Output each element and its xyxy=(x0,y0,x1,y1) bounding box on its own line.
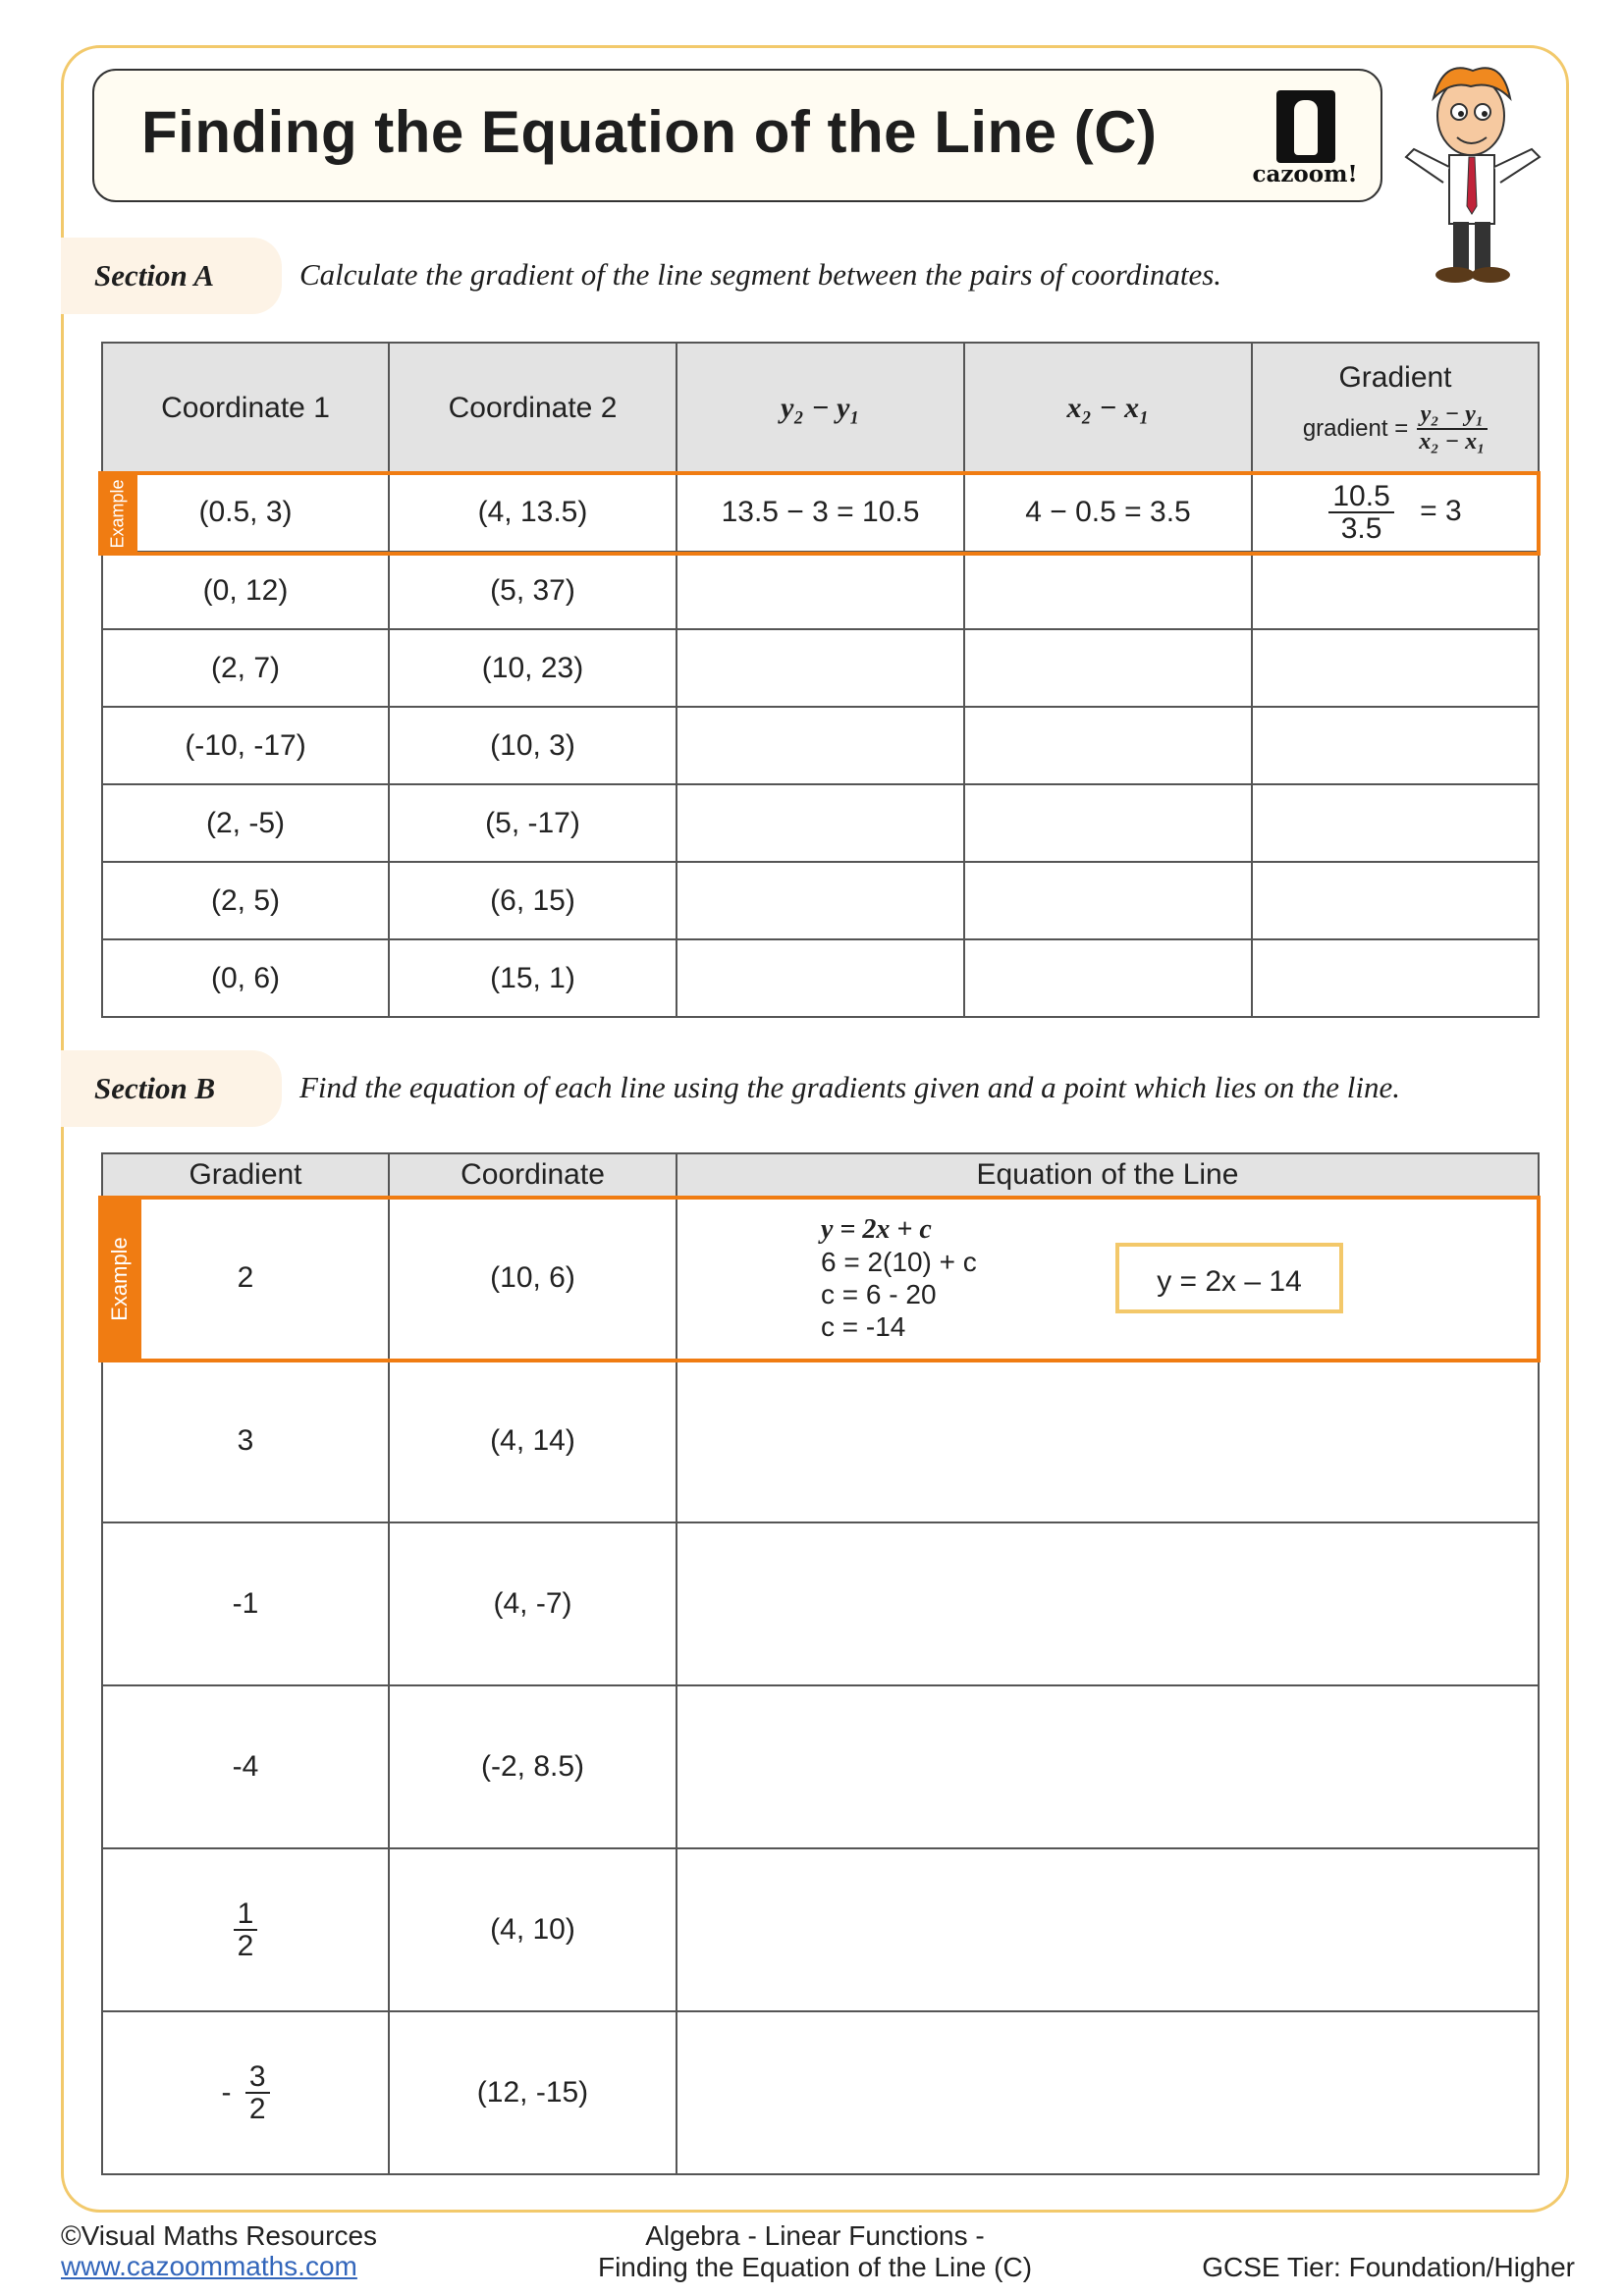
gradient-heading: Gradient xyxy=(1338,361,1452,395)
answer-cell-dy[interactable] xyxy=(677,552,964,629)
answer-cell-dy[interactable] xyxy=(677,939,964,1017)
row-coord2: (6, 15) xyxy=(389,862,677,939)
example-label-a: Example xyxy=(107,478,128,549)
example-row xyxy=(102,1197,1539,1360)
example-dy: 13.5 − 3 = 10.5 xyxy=(677,473,964,552)
example-dx: 4 − 0.5 = 3.5 xyxy=(964,473,1252,552)
work-line: 6 = 2(10) + c xyxy=(821,1247,977,1277)
table-row xyxy=(102,1685,1539,1848)
example-row xyxy=(102,473,1539,552)
website-link[interactable]: www.cazoommaths.com xyxy=(61,2251,357,2281)
example-coord1: (0.5, 3) xyxy=(102,473,389,552)
example-grad-result: = 3 xyxy=(1420,494,1462,527)
row-coord1: (2, 5) xyxy=(102,862,389,939)
example-grad-den: 3.5 xyxy=(1340,512,1382,545)
formula-numerator: y₂ − y₁ xyxy=(1417,402,1489,429)
example-strip-a xyxy=(98,471,137,556)
fraction-numerator: 1 xyxy=(234,1898,258,1932)
cartoon-teacher-icon xyxy=(1394,59,1551,294)
row-coord1: (2, -5) xyxy=(102,784,389,862)
row-gradient xyxy=(102,1848,389,2011)
answer-cell-dy[interactable] xyxy=(677,862,964,939)
fraction-numerator: 3 xyxy=(245,2061,270,2095)
footer-left xyxy=(61,2220,377,2281)
header-gradient: Gradient xyxy=(102,1153,389,1197)
cazoom-logo-icon xyxy=(1276,90,1335,163)
row-coordinate: (4, 14) xyxy=(389,1360,677,1522)
answer-cell-dx[interactable] xyxy=(964,552,1252,629)
answer-cell-gradient[interactable] xyxy=(1252,939,1539,1017)
logo-text: cazoom! xyxy=(1252,161,1358,187)
copyright-text: ©Visual Maths Resources xyxy=(61,2220,378,2251)
table-row xyxy=(102,1522,1539,1685)
answer-cell-dx[interactable] xyxy=(964,629,1252,707)
work-line: c = -14 xyxy=(821,1311,906,1342)
row-coord2: (10, 3) xyxy=(389,707,677,784)
fraction-denominator: 2 xyxy=(248,2093,266,2125)
header-coordinate-1: Coordinate 1 xyxy=(102,343,389,473)
answer-cell-equation[interactable] xyxy=(677,1848,1539,2011)
example-strip-b xyxy=(98,1196,141,1362)
row-coord1: (-10, -17) xyxy=(102,707,389,784)
gradient-fraction xyxy=(234,1898,258,1962)
answer-cell-gradient[interactable] xyxy=(1252,862,1539,939)
table-row xyxy=(102,629,1539,707)
topic-line-2: Finding the Equation of the Line (C) xyxy=(597,2252,1033,2282)
answer-cell-gradient[interactable] xyxy=(1252,707,1539,784)
table-row xyxy=(102,784,1539,862)
example-gradient: 2 xyxy=(102,1197,389,1360)
formula-label: gradient = xyxy=(1302,415,1409,443)
example-coord2: (4, 13.5) xyxy=(389,473,677,552)
answer-cell-equation[interactable] xyxy=(677,1360,1539,1522)
row-coord2: (5, 37) xyxy=(389,552,677,629)
header-dx: x₂ − x₁ xyxy=(964,343,1252,473)
example-gradient xyxy=(1252,473,1539,552)
title-banner xyxy=(92,69,1382,202)
row-gradient: -1 xyxy=(102,1522,389,1685)
table-row xyxy=(102,939,1539,1017)
answer-cell-equation[interactable] xyxy=(677,1685,1539,1848)
fraction-denominator: 2 xyxy=(237,1930,254,1962)
section-b-tab: Section B xyxy=(61,1050,282,1127)
answer-cell-dy[interactable] xyxy=(677,629,964,707)
example-working xyxy=(815,1213,1115,1343)
answer-cell-equation[interactable] xyxy=(677,2011,1539,2174)
row-gradient: 3 xyxy=(102,1360,389,1522)
section-a-table xyxy=(101,342,1540,1018)
row-coord1: (2, 7) xyxy=(102,629,389,707)
section-a-tab: Section A xyxy=(61,238,282,314)
example-answer: y = 2x – 14 xyxy=(1115,1243,1343,1313)
table-row xyxy=(102,1848,1539,2011)
row-coordinate: (4, 10) xyxy=(389,1848,677,2011)
gradient-fraction xyxy=(245,2061,270,2125)
gradient-formula xyxy=(1417,402,1489,454)
answer-cell-gradient[interactable] xyxy=(1252,552,1539,629)
table-row xyxy=(102,1360,1539,1522)
table-row xyxy=(102,862,1539,939)
table-row xyxy=(102,552,1539,629)
header-coordinate: Coordinate xyxy=(389,1153,677,1197)
header-dy: y₂ − y₁ xyxy=(677,343,964,473)
row-gradient: -4 xyxy=(102,1685,389,1848)
table-header-row xyxy=(102,1153,1539,1197)
work-line: y = 2x + c xyxy=(821,1214,932,1245)
row-coord1: (0, 12) xyxy=(102,552,389,629)
answer-cell-gradient[interactable] xyxy=(1252,629,1539,707)
row-gradient xyxy=(102,2011,389,2174)
header-coordinate-2: Coordinate 2 xyxy=(389,343,677,473)
row-coordinate: (-2, 8.5) xyxy=(389,1685,677,1848)
row-coordinate: (12, -15) xyxy=(389,2011,677,2174)
answer-cell-dx[interactable] xyxy=(964,707,1252,784)
row-coord1: (0, 6) xyxy=(102,939,389,1017)
section-b-instruction: Find the equation of each line using the gradients given and a point which lies on the line. xyxy=(299,1070,1400,1104)
fraction-sign: - xyxy=(221,2076,232,2109)
answer-cell-dx[interactable] xyxy=(964,939,1252,1017)
footer-tier: GCSE Tier: Foundation/Higher xyxy=(1202,2252,1575,2282)
formula-denominator: x₂ − x₁ xyxy=(1419,428,1486,454)
answer-cell-gradient[interactable] xyxy=(1252,784,1539,862)
example-label-b: Example xyxy=(107,1237,132,1321)
answer-cell-dx[interactable] xyxy=(964,784,1252,862)
table-header-row xyxy=(102,343,1539,473)
example-equation-cell xyxy=(677,1197,1539,1360)
table-row xyxy=(102,707,1539,784)
header-gradient xyxy=(1252,343,1539,473)
answer-cell-equation[interactable] xyxy=(677,1522,1539,1685)
row-coordinate: (4, -7) xyxy=(389,1522,677,1685)
example-gradient-fraction xyxy=(1328,481,1393,545)
section-a-instruction: Calculate the gradient of the line segment between the pairs of coordinates. xyxy=(299,257,1222,292)
header-equation: Equation of the Line xyxy=(677,1153,1539,1197)
answer-cell-dy[interactable] xyxy=(677,784,964,862)
table-row xyxy=(102,2011,1539,2174)
topic-line-1: Algebra - Linear Functions - xyxy=(645,2220,985,2251)
cazoom-logo xyxy=(1241,90,1369,188)
row-coord2: (15, 1) xyxy=(389,939,677,1017)
answer-cell-dx[interactable] xyxy=(964,862,1252,939)
row-coord2: (10, 23) xyxy=(389,629,677,707)
example-grad-num: 10.5 xyxy=(1328,481,1393,514)
footer-topic xyxy=(550,2220,1080,2283)
row-coord2: (5, -17) xyxy=(389,784,677,862)
work-line: c = 6 - 20 xyxy=(821,1279,937,1309)
example-coordinate: (10, 6) xyxy=(389,1197,677,1360)
answer-cell-dy[interactable] xyxy=(677,707,964,784)
page-title: Finding the Equation of the Line (C) xyxy=(141,99,1158,165)
section-b-table xyxy=(101,1152,1540,2175)
